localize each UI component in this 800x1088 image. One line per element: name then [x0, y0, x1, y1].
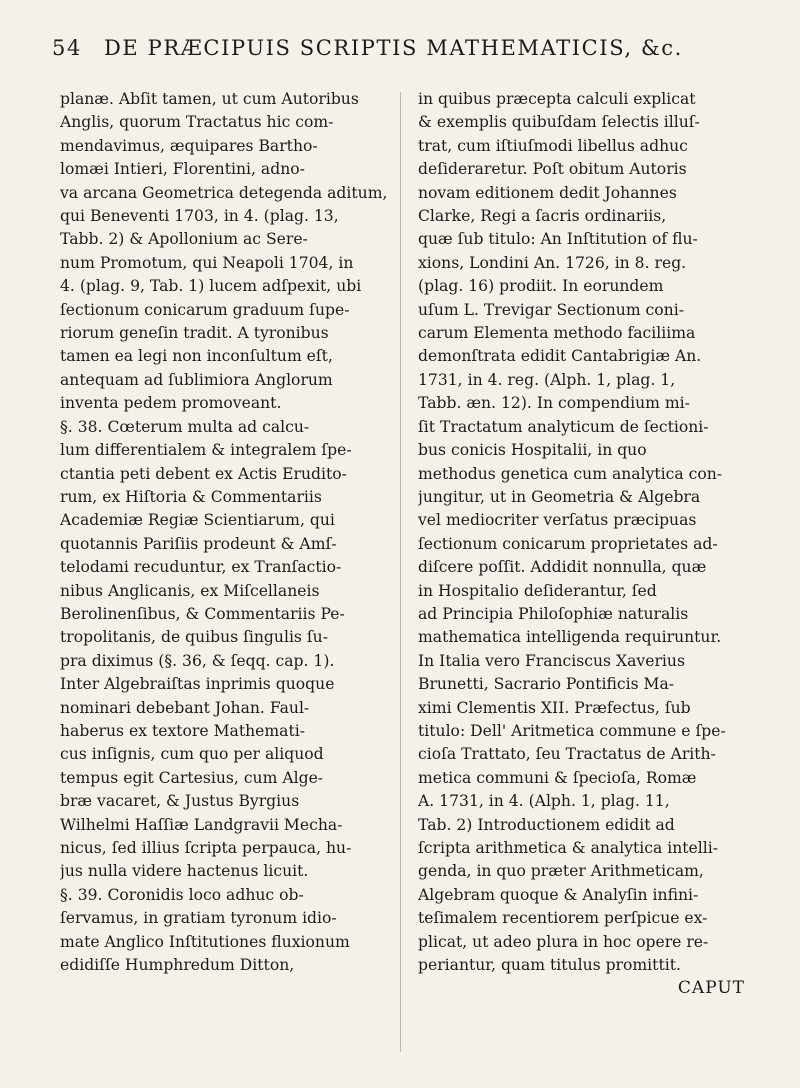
text-line: methodus genetica cum analytica con- — [418, 464, 723, 483]
text-line: num Promotum, qui Neapoli 1704, in — [60, 253, 354, 272]
text-line: Tab. 2) Introductionem edidit ad — [418, 815, 675, 834]
text-line: ctantia peti debent ex Actis Erudito- — [60, 464, 347, 483]
text-line: ſectionum conicarum graduum ſupe- — [60, 300, 350, 319]
text-line: pra diximus (§. 36, & ſeqq. cap. 1). — [60, 651, 335, 670]
text-line: ad Principia Philoſophiæ naturalis — [418, 604, 689, 623]
page-number: 54 — [52, 36, 82, 60]
text-line: diſcere poſſit. Addidit nonnulla, quæ — [418, 558, 707, 577]
text-line: carum Elementa methodo faciliima — [418, 324, 696, 343]
text-line: qui Beneventi 1703, in 4. (plag. 13, — [60, 207, 339, 226]
column-divider — [400, 92, 401, 1052]
text-line: ſit Tractatum analyticum de ſectioni- — [418, 417, 709, 436]
text-line: tamen ea legi non inconſultum eſt, — [60, 347, 333, 366]
left-column — [60, 88, 400, 977]
text-line: teſimalem recentiorem perſpicue ex- — [418, 909, 708, 928]
right-column — [418, 88, 763, 1001]
text-line: ximi Clementis XII. Præfectus, ſub — [418, 698, 691, 717]
text-line: Academiæ Regiæ Scientiarum, qui — [60, 511, 335, 530]
text-line: vel mediocriter verſatus præcipuas — [418, 511, 697, 530]
text-line: 1731, in 4. reg. (Alph. 1, plag. 1, — [418, 370, 676, 389]
text-line: nibus Anglicanis, ex Miſcellaneis — [60, 581, 320, 600]
text-line: demonſtrata edidit Cantabrigiæ An. — [418, 347, 702, 366]
text-line: lomæi Intieri, Florentini, adno- — [60, 160, 305, 179]
text-line: ſcripta arithmetica & analytica intelli- — [418, 839, 719, 857]
text-line: edidiſſe Humphredum Ditton, — [60, 956, 295, 975]
text-line: mendavimus, æquipares Bartho- — [60, 136, 318, 155]
text-line: cus inſignis, cum quo per aliquod — [60, 745, 324, 764]
text-line: §. 39. Coronidis loco adhuc ob- — [60, 885, 304, 904]
text-line: & exemplis quibuſdam ſelectis illuſ- — [418, 113, 700, 132]
text-line: telodami recuduntur, ex Tranſactio- — [60, 558, 342, 577]
text-line: Tabb. 2) & Apollonium ac Sere- — [60, 230, 308, 249]
text-line: riorum geneſin tradit. A tyronibus — [60, 324, 329, 343]
text-line: §. 38. Cœterum multa ad calcu- — [60, 417, 310, 436]
text-line: jus nulla videre hactenus licuit. — [60, 862, 309, 881]
text-line: Berolinenſibus, & Commentariis Pe- — [60, 604, 345, 623]
text-line: quotannis Pariſiis prodeunt & Amſ- — [60, 534, 337, 553]
text-line: lum differentialem & integralem ſpe- — [60, 441, 352, 460]
text-line: mathematica intelligenda requiruntur. — [418, 628, 722, 647]
text-line: trat, cum iſtiuſmodi libellus adhuc — [418, 136, 688, 155]
text-line: Inter Algebraiſtas inprimis quoque — [60, 675, 335, 694]
text-line: in Hospitalio deſiderantur, ſed — [418, 581, 657, 600]
text-line: va arcana Geometrica detegenda aditum, — [60, 183, 388, 202]
text-line: rum, ex Hiſtoria & Commentariis — [60, 487, 322, 506]
catchword: CAPUT — [677, 978, 745, 999]
text-line: plicat, ut adeo plura in hoc opere re- — [418, 932, 709, 951]
text-line: quæ ſub titulo: An Inſtitution of flu- — [418, 230, 698, 249]
page-header — [52, 36, 764, 70]
text-line: In Italia vero Franciscus Xaverius — [418, 651, 685, 670]
text-line: 4. (plag. 9, Tab. 1) lucem adſpexit, ubi — [60, 277, 362, 296]
text-line: Tabb. æn. 12). In compendium mi- — [418, 394, 690, 413]
text-line: nominari debebant Johan. Faul- — [60, 698, 310, 717]
text-line: (plag. 16) prodiit. In eorundem — [418, 277, 664, 296]
text-line: Wilhelmi Haſſiæ Landgravii Mecha- — [60, 815, 343, 834]
text-line: cioſa Trattato, ſeu Tractatus de Arith- — [418, 745, 716, 764]
text-line: titulo: Dell' Aritmetica commune e ſpe- — [418, 721, 726, 740]
text-line: novam editionem dedit Johannes — [418, 183, 677, 202]
text-line: mate Anglico Inſtitutiones fluxionum — [60, 932, 350, 951]
text-line: nicus, ſed illius ſcripta perpauca, hu- — [60, 839, 352, 857]
text-line: tropolitanis, de quibus ſingulis ſu- — [60, 628, 328, 647]
text-line: Brunetti, Sacrario Pontificis Ma- — [418, 675, 675, 694]
text-line: uſum L. Trevigar Sectionum coni- — [418, 300, 684, 319]
text-line: deſideraretur. Poſt obitum Autoris — [418, 160, 687, 179]
text-line: inventa pedem promoveant. — [60, 394, 282, 413]
text-line: planæ. Abſit tamen, ut cum Autoribus — [60, 90, 359, 108]
text-line: tempus egit Cartesius, cum Alge- — [60, 768, 324, 787]
text-line: Anglis, quorum Tractatus hic com- — [60, 113, 334, 132]
text-line: genda, in quo præter Arithmeticam, — [418, 862, 704, 881]
running-title: DE PRÆCIPUIS SCRIPTIS MATHEMATICIS, &c. — [104, 36, 683, 60]
text-line: jungitur, ut in Geometria & Algebra — [418, 487, 701, 506]
text-line: metica communi & ſpecioſa, Romæ — [418, 768, 697, 787]
text-line: ſectionum conicarum proprietates ad- — [418, 534, 718, 553]
text-line: bus conicis Hospitalii, in quo — [418, 441, 647, 460]
text-line: A. 1731, in 4. (Alph. 1, plag. 11, — [418, 792, 670, 811]
text-line: Clarke, Regi a ſacris ordinariis, — [418, 207, 667, 226]
text-line: bræ vacaret, & Justus Byrgius — [60, 792, 300, 811]
text-line: Algebram quoque & Analyſin infini- — [418, 885, 699, 904]
text-line: antequam ad ſublimiora Anglorum — [60, 370, 333, 389]
text-line: xions, Londini An. 1726, in 8. reg. — [418, 253, 687, 272]
text-line: in quibus præcepta calculi explicat — [418, 90, 696, 108]
text-line: ſervamus, in gratiam tyronum idio- — [60, 909, 337, 928]
text-line: periantur, quam titulus promittit. — [418, 956, 681, 975]
text-line: haberus ex textore Mathemati- — [60, 721, 305, 740]
